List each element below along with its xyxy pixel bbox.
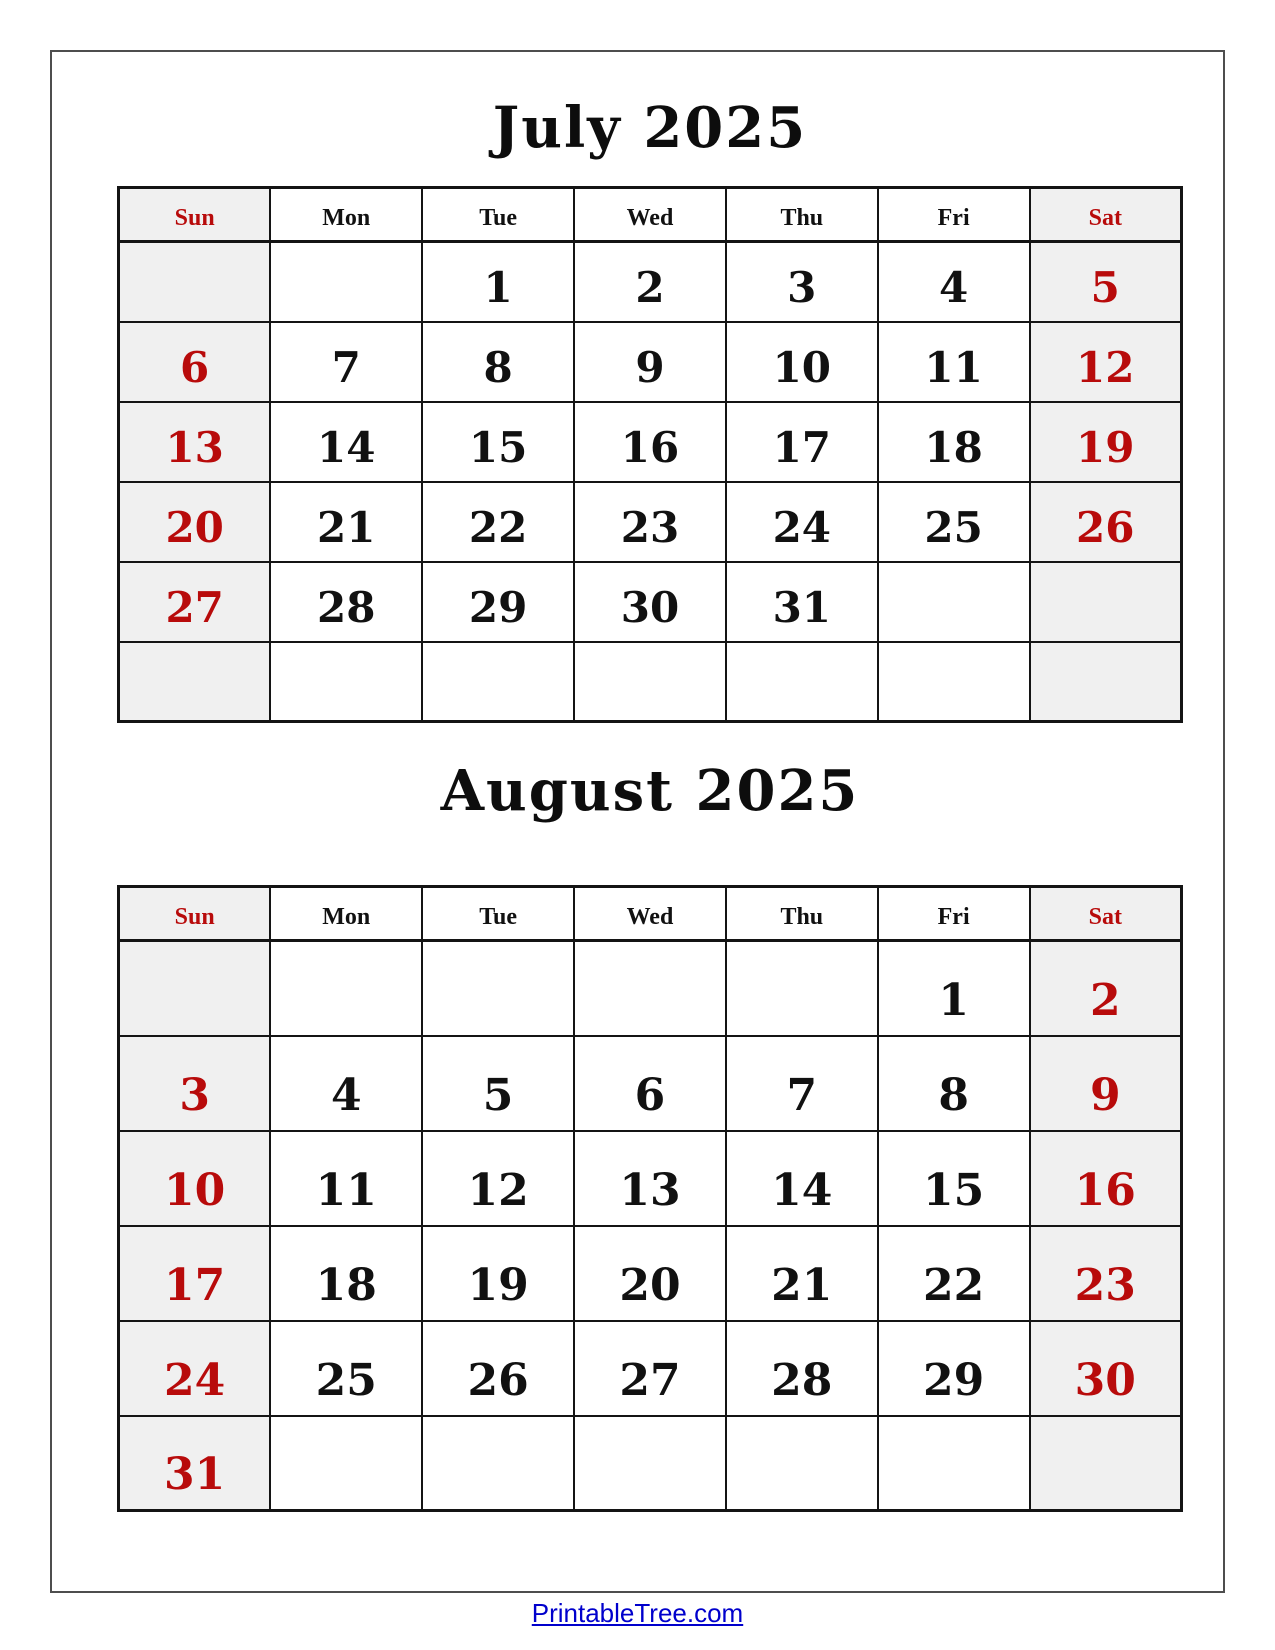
day-cell-22: 22 — [878, 1226, 1030, 1321]
day-cell-18: 18 — [878, 402, 1030, 482]
day-cell-26: 26 — [1030, 482, 1182, 562]
day-cell-19: 19 — [1030, 402, 1182, 482]
empty-day-cell — [1030, 1416, 1182, 1511]
day-cell-2: 2 — [574, 242, 726, 322]
day-cell-25: 25 — [270, 1321, 422, 1416]
day-cell-30: 30 — [1030, 1321, 1182, 1416]
empty-day-cell — [119, 941, 271, 1036]
day-cell-31: 31 — [726, 562, 878, 642]
day-cell-9: 9 — [1030, 1036, 1182, 1131]
weekday-header-thu: Thu — [726, 887, 878, 941]
week-row — [119, 322, 1182, 402]
empty-day-cell — [878, 642, 1030, 722]
week-row — [119, 242, 1182, 322]
empty-day-cell — [422, 941, 574, 1036]
week-row — [119, 642, 1182, 722]
day-cell-4: 4 — [878, 242, 1030, 322]
day-cell-30: 30 — [574, 562, 726, 642]
empty-day-cell — [878, 562, 1030, 642]
day-cell-14: 14 — [270, 402, 422, 482]
day-cell-28: 28 — [270, 562, 422, 642]
day-cell-7: 7 — [270, 322, 422, 402]
empty-day-cell — [726, 642, 878, 722]
empty-day-cell — [1030, 642, 1182, 722]
day-cell-9: 9 — [574, 322, 726, 402]
week-row — [119, 1131, 1182, 1226]
week-row — [119, 1416, 1182, 1511]
weekday-header-wed: Wed — [574, 188, 726, 242]
empty-day-cell — [726, 1416, 878, 1511]
day-cell-11: 11 — [270, 1131, 422, 1226]
day-cell-24: 24 — [119, 1321, 271, 1416]
day-cell-16: 16 — [574, 402, 726, 482]
day-cell-16: 16 — [1030, 1131, 1182, 1226]
day-cell-28: 28 — [726, 1321, 878, 1416]
day-cell-8: 8 — [878, 1036, 1030, 1131]
day-cell-1: 1 — [878, 941, 1030, 1036]
week-row — [119, 941, 1182, 1036]
day-cell-5: 5 — [422, 1036, 574, 1131]
day-cell-13: 13 — [574, 1131, 726, 1226]
day-cell-29: 29 — [422, 562, 574, 642]
empty-day-cell — [422, 642, 574, 722]
empty-day-cell — [119, 642, 271, 722]
week-row — [119, 1321, 1182, 1416]
day-cell-11: 11 — [878, 322, 1030, 402]
month-section-july — [117, 95, 1183, 723]
weekday-header-wed: Wed — [574, 887, 726, 941]
empty-day-cell — [270, 242, 422, 322]
day-cell-3: 3 — [119, 1036, 271, 1131]
empty-day-cell — [574, 1416, 726, 1511]
day-cell-8: 8 — [422, 322, 574, 402]
empty-day-cell — [270, 1416, 422, 1511]
weekday-header-mon: Mon — [270, 188, 422, 242]
empty-day-cell — [574, 642, 726, 722]
weekday-header-fri: Fri — [878, 887, 1030, 941]
weekday-header-fri: Fri — [878, 188, 1030, 242]
day-cell-1: 1 — [422, 242, 574, 322]
empty-day-cell — [270, 642, 422, 722]
day-cell-25: 25 — [878, 482, 1030, 562]
day-cell-6: 6 — [574, 1036, 726, 1131]
day-cell-17: 17 — [119, 1226, 271, 1321]
day-cell-2: 2 — [1030, 941, 1182, 1036]
empty-day-cell — [270, 941, 422, 1036]
footer — [0, 1598, 1275, 1629]
day-cell-23: 23 — [574, 482, 726, 562]
weekday-header-row — [119, 887, 1182, 941]
weekday-header-tue: Tue — [422, 188, 574, 242]
weekday-header-sun: Sun — [119, 887, 271, 941]
day-cell-29: 29 — [878, 1321, 1030, 1416]
calendar-table-august — [117, 885, 1183, 1512]
week-row — [119, 1226, 1182, 1321]
day-cell-19: 19 — [422, 1226, 574, 1321]
weekday-header-sat: Sat — [1030, 188, 1182, 242]
weekday-header-thu: Thu — [726, 188, 878, 242]
day-cell-6: 6 — [119, 322, 271, 402]
day-cell-12: 12 — [422, 1131, 574, 1226]
day-cell-24: 24 — [726, 482, 878, 562]
day-cell-20: 20 — [119, 482, 271, 562]
weekday-header-row — [119, 188, 1182, 242]
day-cell-15: 15 — [878, 1131, 1030, 1226]
empty-day-cell — [119, 242, 271, 322]
week-row — [119, 562, 1182, 642]
empty-day-cell — [878, 1416, 1030, 1511]
weekday-header-tue: Tue — [422, 887, 574, 941]
day-cell-14: 14 — [726, 1131, 878, 1226]
day-cell-27: 27 — [119, 562, 271, 642]
day-cell-26: 26 — [422, 1321, 574, 1416]
week-row — [119, 482, 1182, 562]
day-cell-22: 22 — [422, 482, 574, 562]
day-cell-13: 13 — [119, 402, 271, 482]
day-cell-27: 27 — [574, 1321, 726, 1416]
empty-day-cell — [574, 941, 726, 1036]
month-title-august: August 2025 — [440, 758, 860, 824]
day-cell-31: 31 — [119, 1416, 271, 1511]
month-title-july: July 2025 — [492, 95, 808, 161]
month-section-august — [117, 758, 1183, 1512]
day-cell-5: 5 — [1030, 242, 1182, 322]
day-cell-12: 12 — [1030, 322, 1182, 402]
weekday-header-sat: Sat — [1030, 887, 1182, 941]
day-cell-7: 7 — [726, 1036, 878, 1131]
day-cell-20: 20 — [574, 1226, 726, 1321]
empty-day-cell — [1030, 562, 1182, 642]
day-cell-17: 17 — [726, 402, 878, 482]
day-cell-21: 21 — [270, 482, 422, 562]
calendar-table-july — [117, 186, 1183, 723]
day-cell-21: 21 — [726, 1226, 878, 1321]
day-cell-10: 10 — [119, 1131, 271, 1226]
week-row — [119, 402, 1182, 482]
empty-day-cell — [726, 941, 878, 1036]
weekday-header-sun: Sun — [119, 188, 271, 242]
weekday-header-mon: Mon — [270, 887, 422, 941]
day-cell-4: 4 — [270, 1036, 422, 1131]
empty-day-cell — [422, 1416, 574, 1511]
footer-link[interactable]: PrintableTree.com — [531, 1598, 744, 1628]
week-row — [119, 1036, 1182, 1131]
day-cell-3: 3 — [726, 242, 878, 322]
day-cell-15: 15 — [422, 402, 574, 482]
day-cell-23: 23 — [1030, 1226, 1182, 1321]
day-cell-18: 18 — [270, 1226, 422, 1321]
day-cell-10: 10 — [726, 322, 878, 402]
